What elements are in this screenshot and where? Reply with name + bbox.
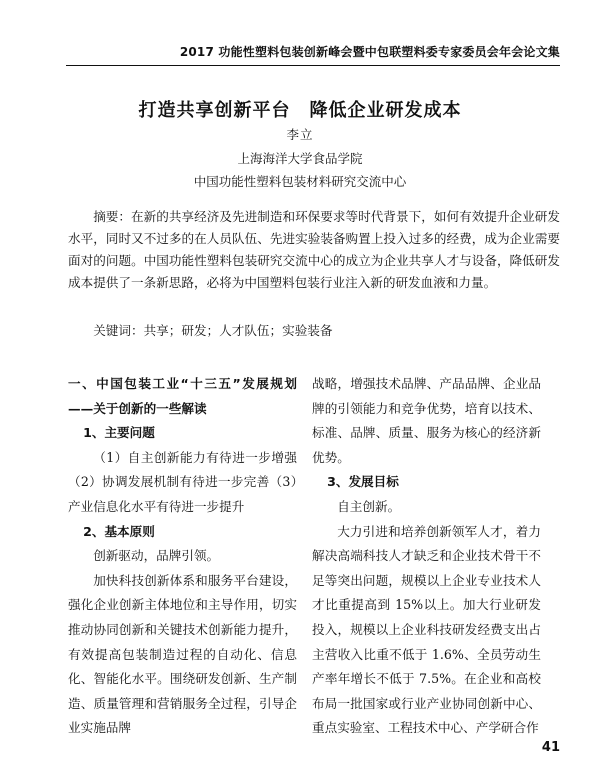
right-column <box>312 372 541 741</box>
keywords: 关键词：共享；研发；人才队伍；实验装备 <box>93 323 333 338</box>
subsection-heading: 2、基本原则 <box>83 523 155 539</box>
body-paragraph: 加快科技创新体系和服务平台建设，强化企业创新主体地位和主导作用，切实推动协同创新和关键技术创新能力提升，有效提高包装制造过程的自动化、信息化、智能化水平。围绕研发创新、生产制造、质量管理和营销服务全过程，引导企业实施品牌 <box>68 572 297 736</box>
left-column <box>68 372 297 741</box>
body-paragraph: （1）自主创新能力有待进一步增强（2）协调发展机制有待进一步完善（3）产业信息化水平有待进一步提升 <box>68 449 297 514</box>
running-header: 2017 功能性塑料包装创新峰会暨中包联塑料委专家委员会年会论文集 <box>66 43 560 66</box>
page-number: 41 <box>541 740 560 755</box>
abstract: 摘要：在新的共享经济及先进制造和环保要求等时代背景下，如何有效提升企业研发水平，同时又不过多的在人员队伍、先进实验装备购置上投入过多的经费，成为企业需要面对的问题。中国功能性塑料包装研究交流中心的成立为企业共享人才与设备，降低研发成本提供了一条新思路，必将为中国塑料包装行业注入新的研发血液和力量。 <box>68 209 560 290</box>
subsection-heading: 1、主要问题 <box>83 425 155 441</box>
body-paragraph: 大力引进和培养创新领军人才，着力解决高端科技人才缺乏和企业技术骨干不足等突出问题，规模以上企业专业技术人才比重提高到 15%以上。加大行业研发投入，规模以上企业科技研发经费支出占主营收入比重不低于 1.6%、全员劳动生产率年增长不低于 7.5%。在企业和高校布局一批国家或行业产业协同创新中心、重点实验室、工程技术中心、产学研合作 <box>312 523 541 736</box>
body-paragraph: 战略，增强技术品牌、产品品牌、企业品牌的引领能力和竞争优势，培育以技术、标准、品牌、质量、服务为核心的经济新优势。 <box>312 376 541 465</box>
body-paragraph: 创新驱动，品牌引领。 <box>93 548 220 564</box>
affiliation-2: 中国功能性塑料包装材料研究交流中心 <box>193 174 407 189</box>
affiliation-1: 上海海洋大学食品学院 <box>237 151 363 166</box>
paper-title: 打造共享创新平台 降低企业研发成本 <box>138 100 462 121</box>
subsection-heading: 3、发展目标 <box>327 474 399 490</box>
section-heading: 一、中国包装工业“十三五”发展规划——关于创新的一些解读 <box>68 376 297 416</box>
body-paragraph: 自主创新。 <box>337 498 401 514</box>
author: 李立 <box>286 127 314 142</box>
